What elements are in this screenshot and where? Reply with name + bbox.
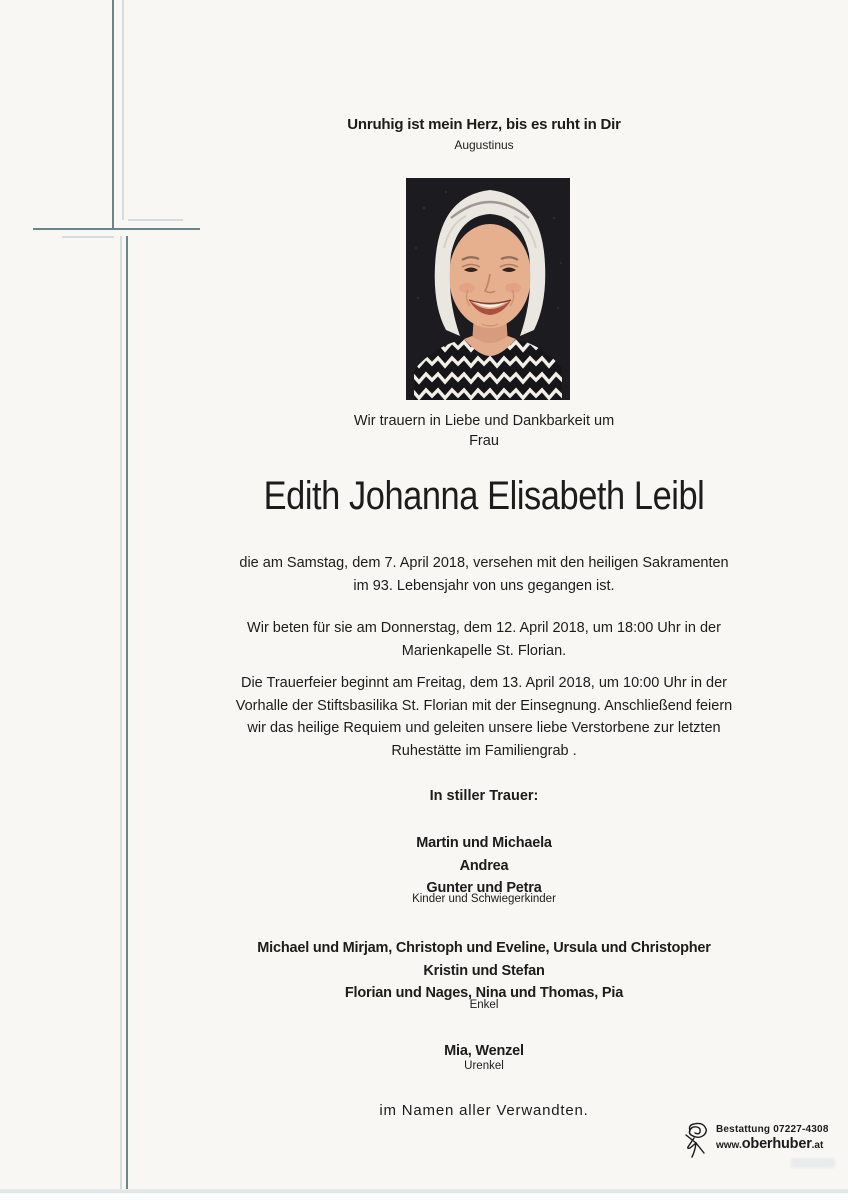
mourner-name-line: Mia, Wenzel: [444, 1043, 524, 1059]
prayer-notice-line2: Marienkapelle St. Florian.: [401, 642, 567, 659]
death-notice-line1: die am Samstag, dem 7. April 2018, versehen mit den heiligen Sakramenten: [239, 555, 729, 571]
closing-line: im Namen aller Verwandten.: [379, 1102, 589, 1119]
website-tld: .at: [811, 1140, 824, 1151]
page-bottom-margin: [0, 1193, 848, 1200]
funeral-notice-line2: Vorhalle der Stiftsbasilika St. Florian mit der Einsegnung. Anschließend feiern: [235, 697, 733, 714]
relation-label-greatgrandchildren: Urenkel: [464, 1060, 504, 1072]
mourner-name-line: Kristin und Stefan: [423, 962, 545, 979]
cross-vertical-shadow-lower: [120, 236, 122, 1200]
relation-label-children: Kinder und Schwiegerkinder: [412, 893, 556, 905]
quote-author: Augustinus: [454, 138, 514, 152]
intro-line: Wir trauern in Liebe und Dankbarkeit um: [353, 413, 615, 429]
funeral-notice-line3: wir das heilige Requiem und geleiten unsere liebe Verstorbene zur letzten: [247, 720, 721, 736]
prayer-notice: [128, 617, 840, 662]
mourner-name-line: Gunter und Petra: [426, 880, 542, 896]
portrait-illustration: [406, 178, 570, 400]
cross-vertical-upper: [112, 0, 114, 229]
cross-vertical-shadow-upper: [122, 0, 124, 220]
relation-label-grandchildren: Enkel: [469, 999, 499, 1011]
death-notice-line2: im 93. Lebensjahr von uns gegangen ist.: [353, 577, 615, 594]
mourner-name-line: Andrea: [459, 857, 509, 874]
cross-arm-shadow-left: [62, 236, 114, 238]
mourner-name-line: Florian und Nages, Nina und Thomas, Pia: [344, 985, 624, 1001]
website-prefix: www.: [716, 1140, 742, 1151]
funeral-home-website: [716, 1136, 823, 1152]
cross-arm-shadow-right: [128, 219, 183, 221]
funeral-home-phone: Bestattung 07227-4308: [716, 1124, 829, 1135]
mourner-group-children: [128, 832, 840, 900]
deceased-name: Edith Johanna Elisabeth Leibl: [263, 474, 705, 518]
funeral-notice: [128, 672, 840, 762]
prayer-notice-line1: Wir beten für sie am Donnerstag, dem 12. April 2018, um 18:00 Uhr in der: [247, 620, 721, 636]
cross-arm: [33, 228, 200, 230]
print-mark: [791, 1158, 835, 1168]
portrait-photo: [406, 178, 570, 400]
funeral-home-logo-icon: [682, 1121, 712, 1159]
death-notice: [128, 552, 840, 597]
funeral-notice-line4: Ruhestätte im Familiengrab .: [391, 742, 577, 759]
funeral-notice-line1: Die Trauerfeier beginnt am Freitag, dem 13. April 2018, um 10:00 Uhr in der: [240, 675, 727, 691]
intro-salutation: Frau: [469, 433, 499, 449]
mourner-name-line: Martin und Michaela: [416, 835, 552, 851]
website-name: oberhuber: [741, 1136, 812, 1152]
mourner-name-line: Michael und Mirjam, Christoph und Eveline, Ursula und Christopher: [257, 940, 711, 956]
mourning-header: In stiller Trauer:: [429, 788, 539, 804]
memorial-quote: Unruhig ist mein Herz, bis es ruht in Dir: [347, 116, 621, 133]
mourner-group-grandchildren: [128, 937, 840, 1005]
